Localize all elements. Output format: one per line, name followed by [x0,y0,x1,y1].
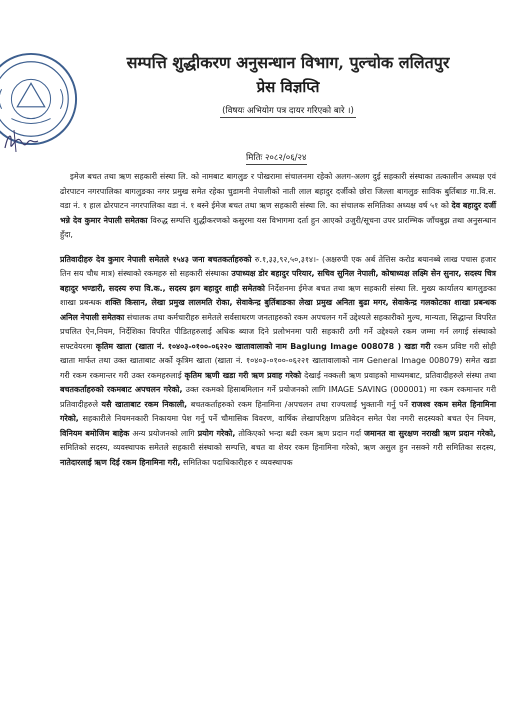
subject-line: (विषयः अभियोग पत्र दायर गरिएको बारे ।) [222,106,354,116]
p2-bold-2: उपाध्यक्ष डोर बहादुर परियार, सचिव सुनिल नेपाली, कोषाध्यक्ष लक्ष्मि सेन सुनार, सदस्य चित्र बहादुर भण्डारी, सदस्य रुपा वि.क., सदस्य झग बहादुर शाही समेतको [60,269,497,293]
p2-bold-11: जमानत वा सुरक्षण नराखी ऋण प्रदान गरेको, [364,428,497,438]
p2-text-4: रकम प्रविष्ट गरी सोही खाता मार्फत तथा उक्त खाताबाट अर्को कृत्रिम खाता (खाता नं. १०४०३-०१००-०६२२१ खातावालाको नाम General Image 008079) समेत खडा गरी रकम रकमान्तर गरी उक्त रकमहरुलाई [60,341,496,380]
p2-bold-8: राजश्व रकम समेत हिनामिना गरेको, [60,399,496,423]
p2-text-5: देखाई नक्कली ऋण प्रवाहको माध्यमबाट, प्रतिवादीहरुले संस्था तथा [304,370,496,380]
p2-text-6: उक्त रकमको हिसाबमिलान गर्ने प्रयोजनको लागि IMAGE SAVING (000001) मा रकम रकमान्तर गरी प्रतिवादीहरुले [60,385,496,409]
paragraph-1-bold: देव बहादुर दर्जी भन्ने देव कुमार नेपाली समेतका [60,201,496,225]
p2-bold-9: विनियम बमोजिम बाहेक [60,428,130,438]
p2-bold-3: शक्ति किसान, लेखा प्रमुख लालमति रोका, सेवाकेन्द्र बुर्तिबाङका लेखा प्रमुख अनिता बुढा मगर, सेवाकेन्द्र गलकोटका शाखा प्रबन्धक अनिल नेपाली समेतका [60,298,497,322]
paragraph-2 [60,253,496,471]
department-title: सम्पत्ति शुद्धीकरण अनुसन्धान विभाग, पुल्चोक ललितपुर [126,53,450,72]
p2-text-2: निर्देशनमा ईमेज बचत तथा ऋण सहकारी संस्था लि. मुख्य कार्यालय बागलुङका शाखा प्रबन्धक [60,283,496,307]
p2-bold-12: नातेदारलाई ऋण दिई रकम हिनामिना गरी, [60,457,181,467]
p2-text-12: समितिका पदाधिकारीहरु र व्यवस्थापक [183,457,293,467]
p2-bold-10: प्रयोग गरेको, [197,428,236,438]
p2-text-1: रु.१,३३,९२,५०,३१४।- (अक्षरुपी एक अर्ब तेत्तिस करोड बयानब्बे लाख पचास हजार तिन सय चौध मात्र) संस्थाको रकमहरु सो सहकारी संस्थाका [60,254,496,278]
document-header [78,52,498,118]
paragraph-1-end: विरुद्ध सम्पत्ति शुद्धीकरणको कसुरमा यस विभागमा दर्ता हुन आएको उजुरी/सूचना उपर प्रारम्भिक जाँचबुझ तथा अनुसन्धान हुँदा, [60,215,496,239]
document-body [60,170,496,480]
paragraph-1-text: इमेज बचत तथा ऋण सहकारी संस्था लि. को नामबाट बागलुङ र पोखरामा संचालनमा रहेको अलग-अलग दुई सहकारी संस्थाका तत्कालीन अध्यक्ष एवं ढोरपाटन नगरपालिका बागलुङका नगर प्रमुख समेत रहेका चुडामनी नेपालीको नाती लाल बहादुर दर्जीको छोरा जिल्ला बागलुङ साविक बुर्तिबाङ गा.वि.स. वडा नं. १ हाल ढोरपाटन नगरपालिका वडा नं. १ बस्ने ईमेज बचत तथा ऋण सहकारी संस्था लि. का संचालक समितिका अध्यक्ष वर्ष ५१ को [60,172,496,210]
p2-bold-7: यसै खाताबाट रकम निकाली, [101,399,188,409]
p2-bold-6: बचतकर्ताहरुको रकमबाट अपचलन गरेको, [60,385,183,394]
p2-bold-1: प्रतिवादीहरु देव कुमार नेपाली समेतले १५४३ जना बचतकर्ताहरुको [60,254,252,264]
p2-text-9: अन्य प्रयोजनको लागि [132,428,195,438]
release-date: मितिः २०८२/०६/२४ [246,153,307,163]
p2-text-7: बचतकर्ताहरुको रकम हिनामिना /अपचलन तथा राज्यलाई भुक्तानी गर्नु पर्ने [190,399,408,409]
p2-text-10: तोकिएको भन्दा बढी रकम ऋण प्रदान गर्दा [238,428,362,438]
p2-bold-5: कृतिम ऋणी खडा गरी ऋण प्रवाह गरेको [184,370,302,380]
handwritten-signature-icon [2,126,42,156]
p2-text-11: समितिको सदस्य, व्यवस्थापक समेतले सहकारी संस्थाको सम्पत्ति, बचत वा शेयर रकम हिनामिना गरेको, ऋण असुल हुन नसक्ने गरी समितिका सदस्य, [60,443,496,452]
press-release-heading: प्रेस विज्ञप्ति [256,78,320,96]
p2-bold-4: कृतिम खाता (खाता नं. १०४०३-०१००-०६२२० खातावालाको नाम Baglung Image 008078 ) खडा गरी [95,341,431,351]
p2-text-3: संचालक तथा कर्मचारीहरु समेतले सर्वसाधरण जनताहरुको रकम अपचलन गर्ने उद्देश्यले सहकारीको मुल्य, मान्यता, सिद्धान्त विपरित प्रचलित ऐन,नियम, निर्देशिका विपरित पीडितहरुलाई अधिक ब्याज दिने प्रलोभनमा पारी सहकारी ठगी गर्ने उद्देश्यले रकम जम्मा गर्न लगाई संस्थाको सफ्टवेयरमा [60,312,497,351]
paragraph-1 [60,170,496,243]
p2-text-8: सहकारीले नियमनकारी निकायमा पेश गर्नु पर्ने चौमासिक विवरण, वार्षिक लेखापरिक्षण प्रतिवेदन समेत पेश नगरी सदस्यको बचत ऐन नियम, [82,414,496,423]
